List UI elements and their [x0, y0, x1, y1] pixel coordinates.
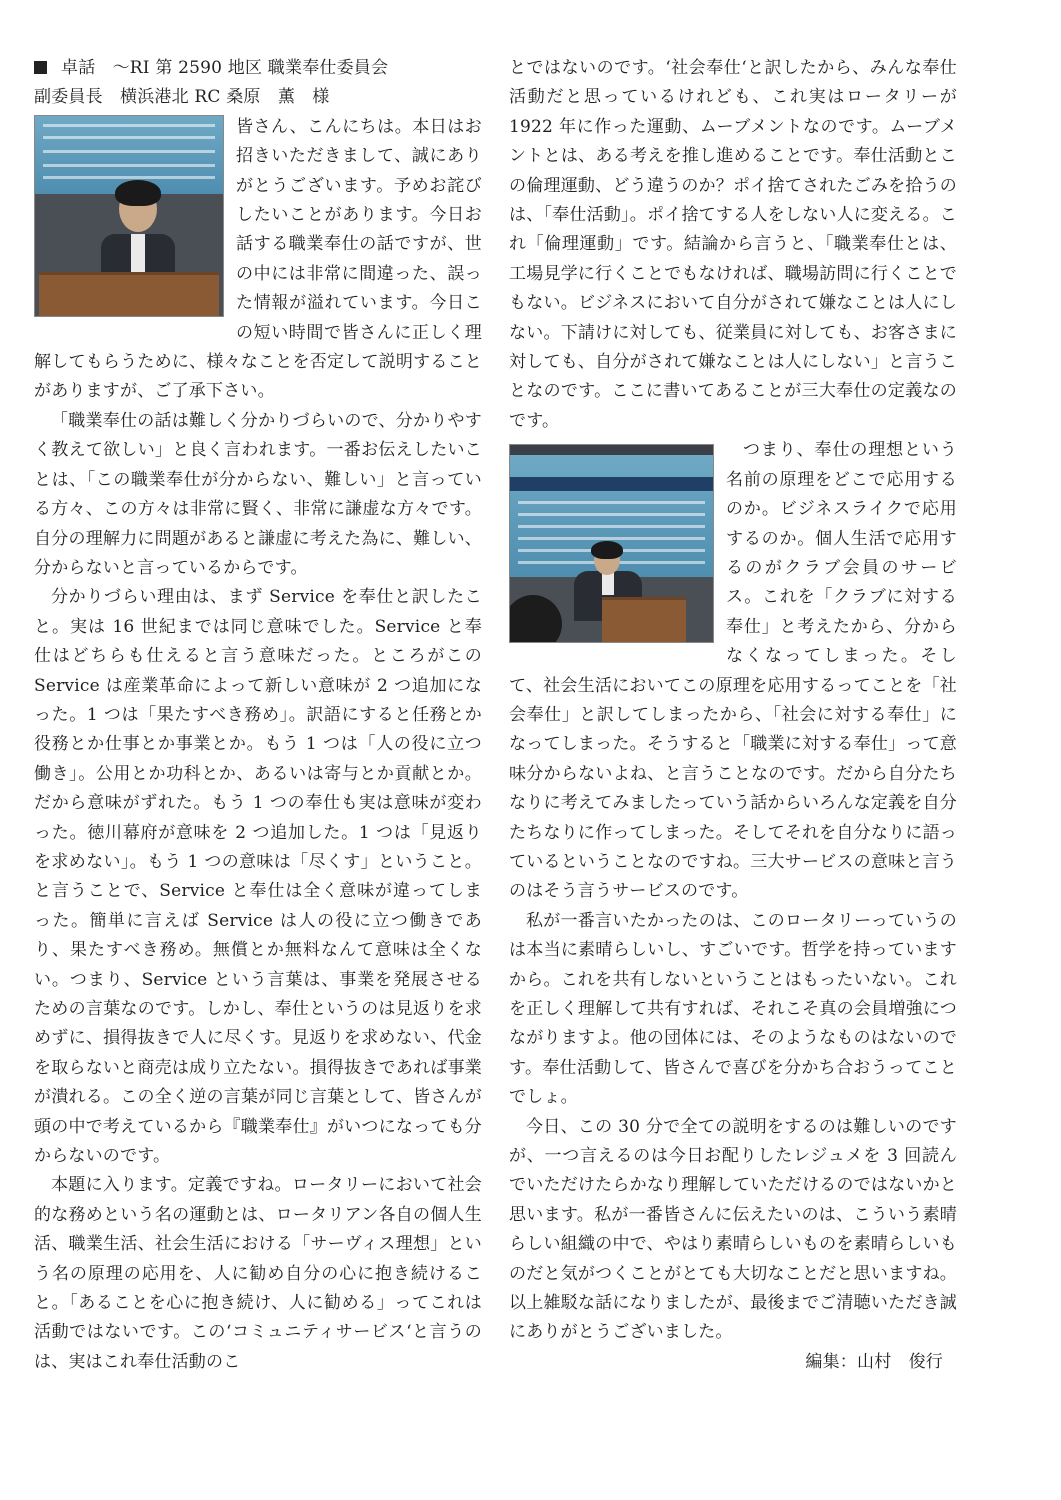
- speaker-photo-2: [509, 444, 714, 643]
- editor-credit: 編集：山村 俊行: [805, 1351, 943, 1372]
- paragraph: 分かりづらい理由は、まず Service を奉仕と訳したこと。実は 16 世紀までは同じ意味でした。Service と奉仕はどちらも仕えると言う意味だった。ところがこの Service は産業革命によって新しい意味が 2 つ追加になった。1 つは「果たすべき務め」。訳語にすると任務とか役務とか仕事とか事業とか。もう 1 つは「人の役に立つ働き」。公用とか功科とか、あるいは寄与とか貢献とか。だから意味がずれた。もう 1 つの奉仕も実は意味が変わった。徳川幕府が意味を 2 つ追加した。1 つは「見返りを求めない」。もう 1 つの意味は「尽くす」ということ。と言うことで、Service と奉仕は全く意味が違ってしまった。簡単に言えば Service は人の役に立つ働きであり、果たすべき務め。無償とか無料なんて意味は全くない。つまり、Service という言葉は、事業を発展させるための言葉なのです。しかし、奉仕というのは見返りを求めずに、損得抜きで人に尽くす。見返りを求めない、代金を取らないと商売は成り立たない。損得抜きであれば事業が潰れる。この全く逆の言葉が同じ言葉として、皆さんが頭の中で考えているから『職業奉仕』がいつになっても分からないのです。: [34, 587, 482, 1167]
- paragraph: 今日、この 30 分で全ての説明をするのは難しいのですが、一つ言えるのは今日お配りしたレジュメを 3 回読んでいただけたらかなり理解していただけるのではないかと思います。私が一番皆さんに伝えたいのは、こういう素晴らしい組織の中で、やはり素晴らしいものを素晴らしいものだと気がつくことがとても大切なことだと思いますね。以上雑駁な話になりましたが、最後までご清聴いただき誠にありがとうございました。: [509, 1116, 957, 1343]
- square-bullet-icon: [34, 61, 47, 74]
- podium: [602, 597, 686, 643]
- paragraph: 私が一番言いたかったのは、このロータリーっていうのは本当に素晴らしいし、すごいです。哲学を持っていますから。これを共有しないということはもったいない。これを正しく理解して共有すれば、それこそ真の会員増強につながりますよ。他の団体には、そのようなものはないのです。奉仕活動して、皆さんで喜びを分かち合おうってことでしょ。: [509, 910, 957, 1108]
- speaker-photo: [34, 115, 224, 317]
- paragraph: つまり、奉仕の理想という名前の原理をどこで応用するのか。ビジネスライクで応用するのか。個人生活で応用するのがクラブ会員のサービス。これを「クラブに対する奉仕」と考えたから、分からなくなってしまった。そして、社会生活においてこの原理を応用するってことを「社会奉仕」と訳してしまったから、「社会に対する奉仕」になってしまった。そうすると「職業に対する奉仕」って意味分からないよね、と言うことなのです。だから自分たちなりに考えてみましたっていう話からいろんな定義を自分たちなりに作ってしまった。そしてそれを自分なりに語っているということなのですね。三大サービスの意味と言うのはそう言うサービスのです。: [509, 440, 957, 902]
- right-column: [509, 54, 957, 1377]
- paragraph: 本題に入ります。定義ですね。ロータリーにおいて社会的な務めという名の運動とは、ロータリアン各自の個人生活、職業生活、社会生活における「サーヴィス理想」という名の原理の応用を、人に勧め自分の心に抱き続けること。「あることを心に抱き続け、人に勧める」ってこれは活動ではないです。この‘コミュニティサービス‘と言うのは、実はこれ奉仕活動のこ: [34, 1175, 482, 1372]
- paragraph: とではないのです。‘社会奉仕‘と訳したから、みんな奉仕活動だと思っているけれども、これ実はロータリーが 1922 年に作った運動、ムーブメントなのです。ムーブメントとは、ある考えを推し進めることです。奉仕活動とこの倫理運動、どう違うのか？ポイ捨てされたごみを拾うのは、「奉仕活動」。ポイ捨てする人をしない人に変える。これ「倫理運動」です。結論から言うと、「職業奉仕とは、工場見学に行くことでもなければ、職場訪問に行くことでもない。ビジネスにおいて自分がされて嫌なことは人にしない。下請けに対しても、従業員に対しても、お客さまに対しても、自分がされて嫌なことは人にしない」と言うことなのです。ここに書いてあることが三大奉仕の定義なのです。: [509, 58, 957, 431]
- paragraph: 「職業奉仕の話は難しく分かりづらいので、分かりやすく教えて欲しい」と良く言われます。一番お伝えしたいことは、「この職業奉仕が分からない、難しい」と言っている方々、この方々は非常に賢く、非常に謙虚な方々です。自分の理解力に問題があると謙虚に考えた為に、難しい、分からないと言っているからです。: [34, 410, 482, 578]
- left-column: [34, 54, 482, 1377]
- talk-heading-text: 卓話 ～RI 第 2590 地区 職業奉仕委員会: [61, 58, 389, 78]
- speaker-line: 副委員長 横浜港北 RC 桑原 薫 様: [34, 87, 330, 108]
- paragraph: 皆さん、こんにちは。本日はお招きいただきまして、誠にありがとうございます。予めお詫びしたいことがあります。今日お話する職業奉仕の話ですが、世の中には非常に間違った、誤った情報が溢れています。今日この短い時間で皆さんに正しく理解してもらうために、様々なことを否定して説明することがありますが、ご了承下さい。: [34, 116, 482, 402]
- podium: [39, 272, 219, 317]
- talk-heading: [34, 54, 482, 83]
